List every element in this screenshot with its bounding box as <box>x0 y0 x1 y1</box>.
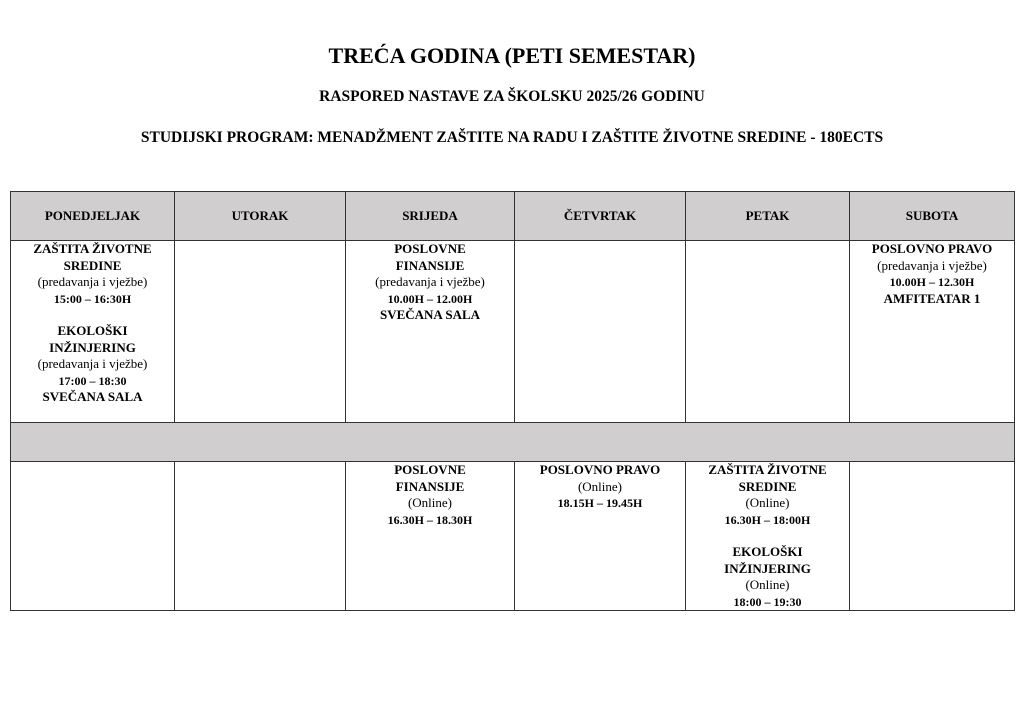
class-entry <box>686 462 849 528</box>
cell-saturday-2 <box>850 462 1015 611</box>
class-mode: (predavanja i vježbe) <box>877 257 987 273</box>
subject-name: POSLOVNE <box>394 462 466 477</box>
class-time: 18.15H – 19.45H <box>557 496 643 510</box>
subject-name-cont: FINANSIJE <box>395 478 465 494</box>
cell-monday-2 <box>11 462 175 611</box>
subject-name: POSLOVNE <box>394 241 466 256</box>
cell-saturday-1 <box>850 241 1015 423</box>
page-title: TREĆA GODINA (PETI SEMESTAR) <box>328 43 696 68</box>
class-entry <box>11 241 174 307</box>
class-time: 15:00 – 16:30H <box>53 291 132 306</box>
class-entry <box>850 241 1014 307</box>
class-room: SVEČANA SALA <box>42 389 143 404</box>
subject-name: ZAŠTITA ŽIVOTNE <box>33 241 152 256</box>
cell-monday-1 <box>11 241 175 423</box>
class-time: 16.30H – 18.30H <box>387 512 473 527</box>
class-time: 10.00H – 12.30H <box>889 275 975 289</box>
cell-tuesday-1 <box>175 241 346 423</box>
schedule-row-1 <box>11 241 1015 423</box>
cell-tuesday-2 <box>175 462 346 611</box>
subject-name-cont: SREDINE <box>63 257 122 273</box>
page-subtitle: RASPORED NASTAVE ZA ŠKOLSKU 2025/26 GODINU <box>319 88 705 105</box>
class-entry <box>11 323 174 406</box>
class-time: 17:00 – 18:30 <box>58 373 127 388</box>
class-entry <box>346 462 514 528</box>
class-room: AMFITEATAR 1 <box>883 290 981 306</box>
cell-thursday-1 <box>515 241 686 423</box>
class-entry <box>686 544 849 610</box>
class-time: 10.00H – 12.00H <box>387 291 473 306</box>
subject-name-cont: SREDINE <box>738 478 797 494</box>
day-header-tuesday: UTORAK <box>175 192 346 241</box>
cell-wednesday-2 <box>346 462 515 611</box>
subject-name: EKOLOŠKI <box>732 544 803 559</box>
separator-cell <box>11 423 1015 462</box>
subject-name: ZAŠTITA ŽIVOTNE <box>708 462 827 477</box>
class-mode: (Online) <box>745 577 790 592</box>
day-header-wednesday: SRIJEDA <box>346 192 515 241</box>
day-header-thursday: ČETVRTAK <box>515 192 686 241</box>
separator-row <box>11 423 1015 462</box>
header-row <box>11 192 1015 241</box>
class-entry <box>346 241 514 324</box>
schedule-row-2 <box>11 462 1015 611</box>
subject-name: POSLOVNO PRAVO <box>539 462 661 477</box>
class-mode: (predavanja i vježbe) <box>37 356 148 371</box>
class-mode: (Online) <box>745 495 790 510</box>
class-mode: (predavanja i vježbe) <box>375 274 485 289</box>
class-room: SVEČANA SALA <box>379 307 481 322</box>
subject-name-cont: INŽINJERING <box>49 339 136 355</box>
cell-friday-1 <box>686 241 850 423</box>
class-mode: (Online) <box>407 495 453 510</box>
class-entry <box>515 462 685 512</box>
subject-name-cont: FINANSIJE <box>395 257 465 273</box>
subject-name: EKOLOŠKI <box>57 323 128 338</box>
cell-friday-2 <box>686 462 850 611</box>
class-mode: (Online) <box>577 478 623 494</box>
study-program: STUDIJSKI PROGRAM: MENADŽMENT ZAŠTITE NA RADU I ZAŠTITE ŽIVOTNE SREDINE - 180ECTS <box>140 129 884 146</box>
class-time: 18:00 – 19:30 <box>733 594 802 609</box>
schedule-table <box>10 191 1015 611</box>
day-header-monday: PONEDJELJAK <box>11 192 175 241</box>
subject-name-cont: INŽINJERING <box>724 560 811 576</box>
class-time: 16.30H – 18:00H <box>724 512 811 527</box>
cell-wednesday-1 <box>346 241 515 423</box>
class-mode: (predavanja i vježbe) <box>37 274 148 289</box>
cell-thursday-2 <box>515 462 686 611</box>
day-header-saturday: SUBOTA <box>850 192 1015 241</box>
subject-name: POSLOVNO PRAVO <box>871 241 993 256</box>
day-header-friday: PETAK <box>686 192 850 241</box>
